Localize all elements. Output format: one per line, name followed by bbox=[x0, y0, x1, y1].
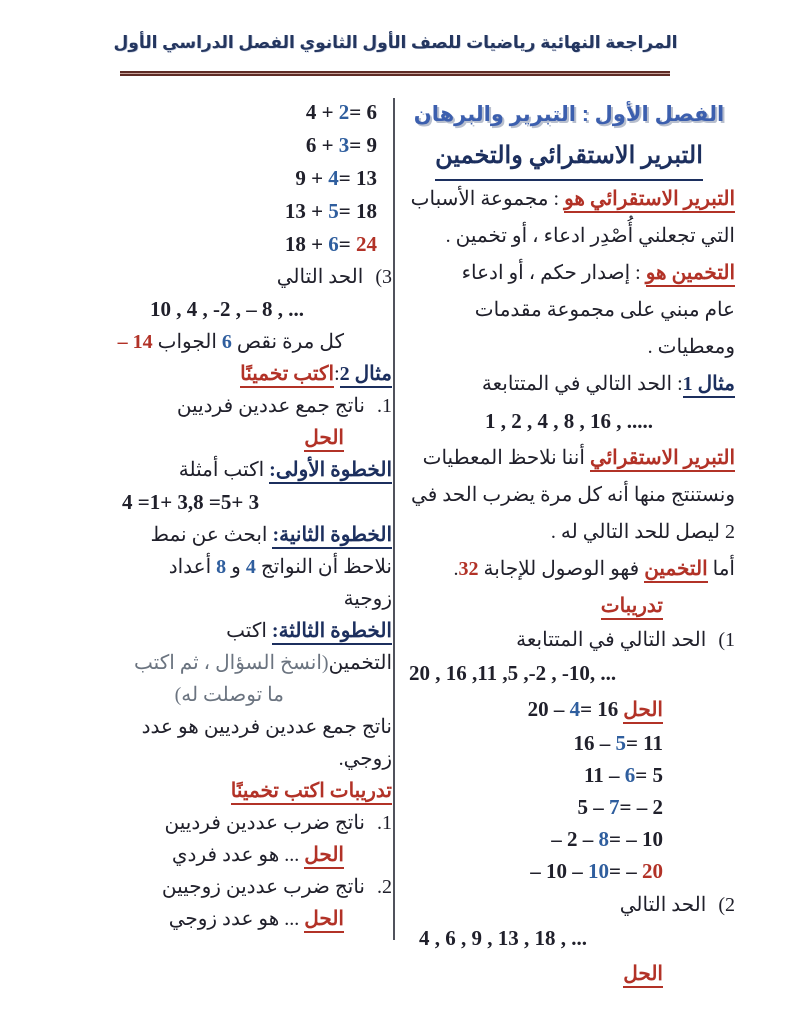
equation-part: 6 + bbox=[305, 133, 339, 157]
equation-part: – 2 – bbox=[551, 827, 599, 851]
equation-row bbox=[403, 792, 663, 824]
conjecture-result-line1: ناتج جمع عددين فرديين هو عدد bbox=[141, 716, 392, 738]
equation bbox=[295, 166, 377, 190]
header-rule bbox=[120, 71, 670, 76]
equation-part: = 5 bbox=[635, 763, 663, 787]
list-item-a-number: 1. bbox=[377, 812, 392, 834]
equation-part: = 13 bbox=[338, 166, 377, 190]
equation-part: = – 2 bbox=[619, 795, 663, 819]
pattern-note-pre: كل مرة نقص bbox=[231, 331, 344, 353]
list-item-b bbox=[62, 871, 392, 903]
equation-part: = 6 bbox=[349, 100, 377, 124]
equation: 4 =1+ 3,8 =5+ 3 bbox=[122, 490, 260, 514]
question-2-sequence bbox=[403, 922, 735, 956]
conjecture-definition-lead: التخمين هو bbox=[646, 262, 735, 287]
equation-blue-digit: 2 bbox=[338, 100, 350, 124]
inductive-definition-line2: التي تجعلني أُصْدِر ادعاء ، أو تخمين . bbox=[445, 225, 735, 247]
example1-sequence bbox=[403, 403, 735, 440]
solution-label: الحل bbox=[304, 908, 344, 933]
equation-row bbox=[62, 129, 377, 162]
equation-part: = 18 bbox=[338, 199, 377, 223]
question-1-sequence bbox=[403, 657, 735, 691]
pattern-note-mid: الجواب bbox=[152, 331, 222, 353]
example1-line bbox=[403, 366, 735, 403]
solution-b-line bbox=[62, 903, 344, 935]
equation-blue-digit: 7 bbox=[609, 795, 620, 819]
equation-part: 18 + bbox=[284, 232, 329, 256]
pattern-note-line bbox=[62, 326, 344, 358]
observation-digit-1: 4 bbox=[245, 556, 256, 578]
step-3-line bbox=[62, 615, 392, 647]
solution-b-text: ... هو عدد زوجي bbox=[168, 908, 305, 930]
inductive-note-line2: ونستنتج منها أنه كل مرة يضرب الحد في bbox=[411, 484, 735, 506]
equation bbox=[528, 697, 619, 721]
equation bbox=[578, 795, 663, 819]
solution-row-1 bbox=[403, 691, 663, 728]
equation-part: = bbox=[338, 232, 356, 256]
equation-blue-digit: 4 bbox=[328, 166, 339, 190]
question-2-number: 2) bbox=[718, 894, 735, 916]
equation-row bbox=[62, 228, 377, 261]
equation-row bbox=[403, 760, 663, 792]
example1-lead: مثال 1 bbox=[683, 373, 735, 398]
equation-part: – 10 – bbox=[530, 859, 589, 883]
list-item-1 bbox=[62, 390, 392, 422]
write-conjecture-black: التخمين bbox=[328, 652, 392, 674]
step-1-line bbox=[62, 454, 392, 486]
observation-pre: نلاحظ أن النواتج bbox=[255, 556, 392, 578]
left-column bbox=[62, 96, 392, 935]
equation-part: 16 – bbox=[573, 731, 616, 755]
conjecture-definition-line2: عام مبني على مجموعة مقدمات ومعطيات . bbox=[474, 299, 735, 358]
conjecture-definition-rest: : إصدار حكم ، أو ادعاء bbox=[461, 262, 646, 284]
equation bbox=[306, 133, 377, 157]
step-2-lead: الخطوة الثانية: bbox=[272, 524, 392, 549]
equation-part: = 11 bbox=[625, 731, 663, 755]
observation-post: أعداد bbox=[168, 556, 217, 578]
conjecture-answer-lead: التخمين bbox=[644, 558, 707, 583]
write-conjecture-gray: (انسخ السؤال ، ثم اكتب bbox=[134, 652, 329, 674]
inductive-definition-rest: : مجموعة الأسباب bbox=[410, 188, 565, 210]
equation-row bbox=[62, 96, 377, 129]
equation bbox=[306, 100, 377, 124]
equation-blue-digit: 6 bbox=[328, 232, 339, 256]
solution-label: الحل bbox=[623, 963, 663, 988]
step-3-lead: الخطوة الثالثة: bbox=[272, 620, 392, 645]
conjecture-answer-value: 32 bbox=[458, 558, 479, 580]
conjecture-answer-period: . bbox=[453, 558, 459, 580]
equation-part: 11 – bbox=[583, 763, 625, 787]
question-1 bbox=[403, 624, 735, 657]
sequence-values: 10 , 4 , -2 , – 8 , ... bbox=[150, 297, 304, 321]
section-title-wrap bbox=[403, 134, 735, 181]
equation-part: = – bbox=[609, 859, 642, 883]
right-column bbox=[403, 96, 735, 992]
equation bbox=[285, 232, 377, 256]
example2-line bbox=[62, 358, 392, 390]
solution-label: الحل bbox=[623, 699, 663, 724]
conjecture-answer-pre: أما bbox=[707, 558, 735, 580]
write-conjecture-line2: ما توصلت له) bbox=[174, 684, 284, 706]
question-1-number: 1) bbox=[718, 629, 735, 651]
equation-blue-digit: 4 bbox=[569, 697, 581, 721]
equation-blue-digit: 5 bbox=[328, 199, 339, 223]
list-item-1-number: 1. bbox=[377, 395, 392, 417]
inductive-note-lead: التبرير الاستقرائي bbox=[590, 447, 735, 472]
solution-label: الحل bbox=[304, 427, 344, 452]
conjecture-result-line2: زوجي. bbox=[338, 748, 392, 770]
drills-heading-label: تدريبات bbox=[601, 595, 663, 620]
observation-line2: زوجية bbox=[343, 588, 392, 610]
list-item-b-number: 2. bbox=[377, 876, 392, 898]
chapter-title: الفصل الأول : التبرير والبرهان bbox=[413, 103, 725, 126]
equation bbox=[530, 859, 663, 883]
equation-blue-digit: 6 bbox=[624, 763, 636, 787]
conjecture-answer-line bbox=[403, 551, 735, 588]
inductive-definition-line1 bbox=[403, 181, 735, 218]
equation-row bbox=[403, 856, 663, 888]
step-2-rest: ابحث عن نمط bbox=[150, 524, 273, 546]
equation-part: 5 – bbox=[577, 795, 610, 819]
question-3 bbox=[62, 261, 392, 293]
conjecture-definition-line1 bbox=[403, 255, 735, 292]
equation-part: 4 + bbox=[305, 100, 339, 124]
equation bbox=[584, 763, 663, 787]
conjecture-answer-mid: فهو الوصول للإجابة bbox=[478, 558, 645, 580]
inductive-definition-lead: التبرير الاستقرائي هو bbox=[564, 188, 735, 213]
equation-row bbox=[403, 824, 663, 856]
equation-part: = 16 bbox=[580, 697, 619, 721]
pattern-answer-value: – 14 bbox=[117, 331, 153, 353]
step-2-line bbox=[62, 519, 392, 551]
equation-part: = – 10 bbox=[609, 827, 663, 851]
page-title: المراجعة النهائية رياضيات للصف الأول الثانوي الفصل الدراسي الأول bbox=[113, 33, 678, 52]
observation-digit-2: 8 bbox=[216, 556, 227, 578]
inductive-note-rest: أننا نلاحظ المعطيات bbox=[422, 447, 590, 469]
example2-task: اكتب تخمينًا bbox=[240, 363, 334, 388]
equation-row bbox=[62, 195, 377, 228]
drills-heading-label: تدريبات اكتب تخمينًا bbox=[231, 780, 392, 805]
equation-red-result: 24 bbox=[356, 232, 377, 256]
examples-line bbox=[62, 486, 392, 519]
drills-heading bbox=[403, 588, 663, 624]
observation-line1 bbox=[62, 551, 392, 583]
equation-blue-digit: 8 bbox=[598, 827, 610, 851]
list-item-a-text: ناتج ضرب عددين فرديين bbox=[164, 812, 365, 834]
inductive-note-line1 bbox=[403, 440, 735, 477]
list-item-a bbox=[62, 807, 392, 839]
solution-label: الحل bbox=[304, 844, 344, 869]
question-1-text: الحد التالي في المتتابعة bbox=[516, 629, 707, 651]
question-3-number: 3) bbox=[375, 266, 392, 288]
equation-part: 13 + bbox=[284, 199, 329, 223]
example2-lead: مثال 2 bbox=[340, 363, 392, 388]
equation-red-result: 20 bbox=[642, 859, 663, 883]
solution-a-line bbox=[62, 839, 344, 871]
equation bbox=[285, 199, 377, 223]
equation bbox=[551, 827, 663, 851]
equation-row bbox=[62, 162, 377, 195]
list-item-1-text: ناتج جمع عددين فرديين bbox=[176, 395, 365, 417]
list-item-b-text: ناتج ضرب عددين زوجيين bbox=[161, 876, 365, 898]
sequence-values: 20 , 16 ,11 ,5 ,-2 , -10, ... bbox=[409, 661, 617, 685]
example2-colon: : bbox=[334, 363, 340, 385]
drills-heading bbox=[62, 775, 392, 807]
inductive-note-line3: 2 ليصل للحد التالي له . bbox=[550, 521, 735, 543]
section-title: التبرير الاستقرائي والتخمين bbox=[435, 134, 703, 181]
equation bbox=[573, 731, 663, 755]
equation-part: 20 – bbox=[527, 697, 570, 721]
equation-blue-digit: 5 bbox=[615, 731, 626, 755]
step-3-rest: اكتب bbox=[226, 620, 272, 642]
step-1-rest: اكتب أمثلة bbox=[178, 459, 270, 481]
solution-a-text: ... هو عدد فردي bbox=[171, 844, 305, 866]
column-divider bbox=[393, 98, 395, 940]
solution-heading bbox=[62, 422, 344, 454]
equation-part: = 9 bbox=[349, 133, 377, 157]
example1-rest: : الحد التالي في المتتابعة bbox=[481, 373, 683, 395]
observation-mid: و bbox=[226, 556, 246, 578]
write-conjecture-line1 bbox=[62, 647, 392, 679]
question-3-text: الحد التالي bbox=[276, 266, 364, 288]
question-3-sequence bbox=[62, 293, 392, 326]
equation-blue-digit: 10 bbox=[588, 859, 610, 883]
question-2-text: الحد التالي bbox=[619, 894, 707, 916]
equation-blue-digit: 3 bbox=[338, 133, 350, 157]
solution-row-2 bbox=[403, 956, 663, 992]
equation-row bbox=[403, 728, 663, 760]
step-1-lead: الخطوة الأولى: bbox=[269, 459, 392, 484]
sequence-values: 1 , 2 , 4 , 8 , 16 , ..... bbox=[485, 409, 653, 433]
question-2 bbox=[403, 888, 735, 922]
pattern-step-value: 6 bbox=[221, 331, 232, 353]
sequence-values: 4 , 6 , 9 , 13 , 18 , ... bbox=[419, 926, 587, 950]
equation-part: 9 + bbox=[295, 166, 329, 190]
